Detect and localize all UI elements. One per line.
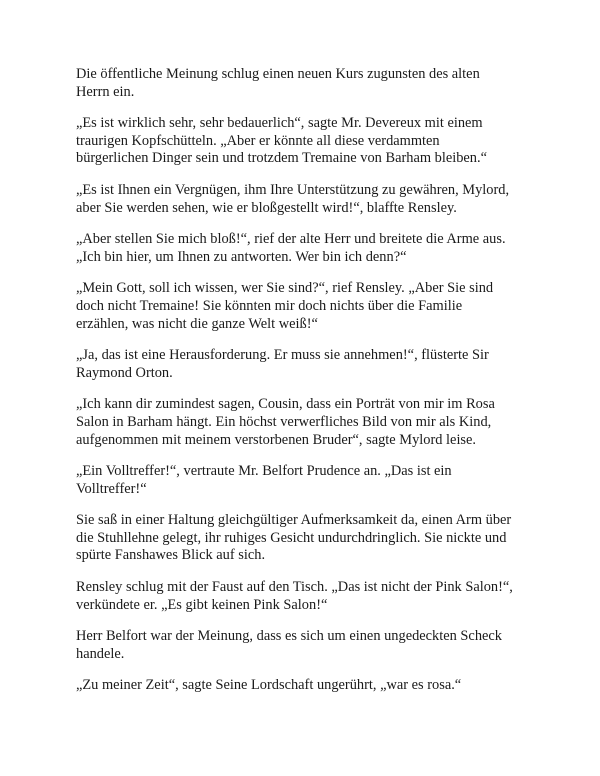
document-page (76, 66, 546, 709)
paragraph-8: „Ein Volltreffer!“, vertraute Mr. Belfort Prudence an. „Das ist ein Volltreffer!“ (76, 463, 452, 497)
paragraph-6: „Ja, das ist eine Herausforderung. Er muss sie annehmen!“, flüsterte Sir Raymond Orton. (76, 347, 489, 381)
paragraph-7: „Ich kann dir zumindest sagen, Cousin, dass ein Porträt von mir im Rosa Salon in Barham hängt. Ein höchst verwerfliches Bild von mir als Kind, aufgenommen mit meinem verstorbenen Bruder“, sagte Mylord leise. (76, 396, 495, 448)
paragraph-3: „Es ist Ihnen ein Vergnügen, ihm Ihre Unterstützung zu gewähren, Mylord, aber Sie werden sehen, wie er bloßgestellt wird!“, blaffte Rensley. (76, 181, 510, 216)
paragraph-11: Herr Belfort war der Meinung, dass es sich um einen ungedeckten Scheck handele. (76, 628, 502, 662)
paragraph-10: Rensley schlug mit der Faust auf den Tisch. „Das ist nicht der Pink Salon!“, verkündete er. „Es gibt keinen Pink Salon!“ (76, 579, 513, 613)
paragraph-2: „Es ist wirklich sehr, sehr bedauerlich“, sagte Mr. Devereux mit einem traurigen Kopfschütteln. „Aber er könnte all diese verdammten bürgerlichen Dinger sein und trotzdem Tremaine von Barham bleiben.“ (76, 115, 487, 167)
paragraph-12: „Zu meiner Zeit“, sagte Seine Lordschaft ungerührt, „war es rosa.“ (76, 677, 462, 694)
paragraph-4: „Aber stellen Sie mich bloß!“, rief der alte Herr und breitete die Arme aus. „Ich bin hier, um Ihnen zu antworten. Wer bin ich denn?“ (76, 231, 506, 265)
paragraph-9: Sie saß in einer Haltung gleichgültiger Aufmerksamkeit da, einen Arm über die Stuhllehne gelegt, ihr ruhiges Gesicht undurchdringlich. Sie nickte und spürte Fanshawes Blick auf sich. (76, 512, 512, 564)
paragraph-1: Die öffentliche Meinung schlug einen neuen Kurs zugunsten des alten Herrn ein. (76, 66, 480, 100)
paragraph-5: „Mein Gott, soll ich wissen, wer Sie sind?“, rief Rensley. „Aber Sie sind doch nicht Tremaine! Sie könnten mir doch nichts über die Familie erzählen, was nicht die ganze Welt weiß!“ (76, 280, 494, 332)
